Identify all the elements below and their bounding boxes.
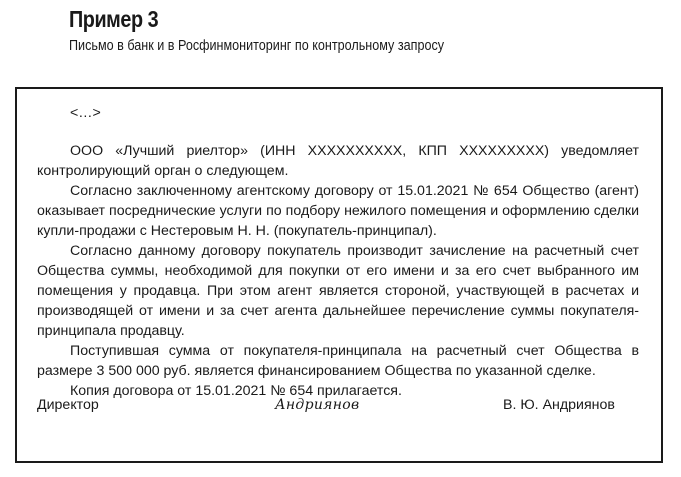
letter-body bbox=[37, 103, 639, 401]
letter-paragraph-financing: Поступившая сумма от покупателя-принципала на расчетный счет Общества в размере 3 500 000 руб. является финансированием Общества по указанной сделке. bbox=[37, 343, 639, 379]
letter-frame bbox=[15, 87, 663, 463]
handwritten-signature: Андриянов bbox=[275, 397, 360, 413]
omission-marker: <…> bbox=[70, 105, 101, 121]
letter-paragraph-payment-terms: Согласно данному договору покупатель производит зачисление на расчетный счет Общества суммы, необходимой для покупки от его имени и за его счет выбранного им помещения у продавца. При этом агент является стороной, участвующей в расчетах и производящей от имени и за счет агента дальнейшее перечисление суммы покупателя-принципала продавцу. bbox=[37, 243, 639, 339]
example-title: Пример 3 bbox=[69, 6, 159, 32]
letter-paragraph-attachment: Копия договора от 15.01.2021 № 654 прилагается. bbox=[70, 383, 402, 399]
signer-name: В. Ю. Андриянов bbox=[503, 397, 615, 413]
letter-paragraph-agency-contract: Согласно заключенному агентскому договору от 15.01.2021 № 654 Общество (агент) оказывает посреднические услуги по подбору нежилого помещения и оформлению сделки купли-продажи с Нестеровым Н. Н. (покупатель-принципал). bbox=[37, 183, 639, 239]
letter-paragraph-intro: ООО «Лучший риелтор» (ИНН ХХХХХХХХХХ, КПП ХХХХХХХХХ) уведомляет контролирующий орган о следующем. bbox=[37, 143, 639, 179]
signature-row bbox=[37, 397, 637, 419]
example-subtitle: Письмо в банк и в Росфинмониторинг по контрольному запросу bbox=[69, 37, 445, 54]
signer-position: Директор bbox=[37, 397, 99, 413]
